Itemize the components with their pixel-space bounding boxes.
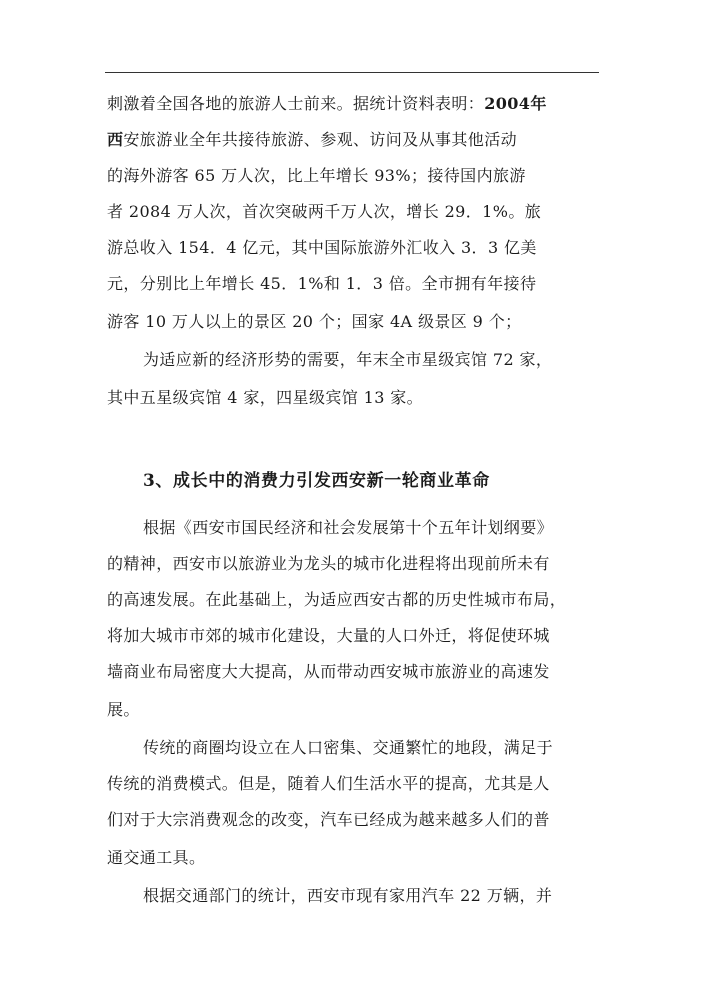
paragraph-3-line-4: 将加大城市市郊的城市化建设，大量的人口外迁，将促使环城: [107, 626, 550, 645]
paragraph-1-line-5: 游总收入 154．4 亿元，其中国际旅游外汇收入 3．3 亿美: [107, 238, 537, 257]
paragraph-3-line-6: 展。: [107, 700, 140, 719]
paragraph-3-line-1: 根据《西安市国民经济和社会发展第十个五年计划纲要》: [143, 518, 554, 537]
paragraph-5-line-1: 根据交通部门的统计，西安市现有家用汽车 22 万辆，并: [143, 886, 553, 905]
paragraph-1-line-3: 的海外游客 65 万人次，比上年增长 93%；接待国内旅游: [107, 166, 526, 185]
paragraph-4-line-2: 传统的消费模式。但是，随着人们生活水平的提高，尤其是人: [107, 774, 550, 793]
paragraph-1-line-1-text: 刺激着全国各地的旅游人士前来。据统计资料表明：: [107, 94, 485, 113]
paragraph-1-line-6: 元，分别比上年增长 45．1%和 1．3 倍。全市拥有年接待: [107, 274, 537, 293]
year-2004: 2004年: [484, 94, 547, 113]
paragraph-2-line-1: 为适应新的经济形势的需要，年末全市星级宾馆 72 家，: [143, 350, 553, 369]
section-heading: 3、成长中的消费力引发西安新一轮商业革命: [143, 471, 490, 491]
paragraph-4-line-1: 传统的商圈均设立在人口密集、交通繁忙的地段，满足于: [143, 738, 554, 757]
paragraph-2-line-2: 其中五星级宾馆 4 家，四星级宾馆 13 家。: [107, 388, 424, 407]
header-rule: [105, 72, 599, 73]
paragraph-4-line-3: 们对于大宗消费观念的改变，汽车已经成为越来越多人们的普: [107, 810, 550, 829]
paragraph-1-line-2-text: 安旅游业全年共接待旅游、参观、访问及从事其他活动: [123, 130, 518, 149]
paragraph-4-line-4: 通交通工具。: [107, 848, 206, 867]
paragraph-1-line-7: 游客 10 万人以上的景区 20 个；国家 4A 级景区 9 个；: [107, 312, 522, 331]
paragraph-1-line-4: 者 2084 万人次，首次突破两千万人次，增长 29．1%。旅: [107, 202, 542, 221]
xi-character: 西: [107, 130, 124, 149]
paragraph-3-line-2: 的精神，西安市以旅游业为龙头的城市化进程将出现前所未有: [107, 554, 550, 573]
paragraph-1-line-1: [107, 92, 547, 116]
paragraph-3-line-5: 墙商业布局密度大大提高，从而带动西安城市旅游业的高速发: [107, 662, 550, 681]
paragraph-3-line-3: 的高速发展。在此基础上，为适应西安古都的历史性城市布局，: [107, 590, 567, 609]
paragraph-1-line-2: [107, 128, 517, 152]
